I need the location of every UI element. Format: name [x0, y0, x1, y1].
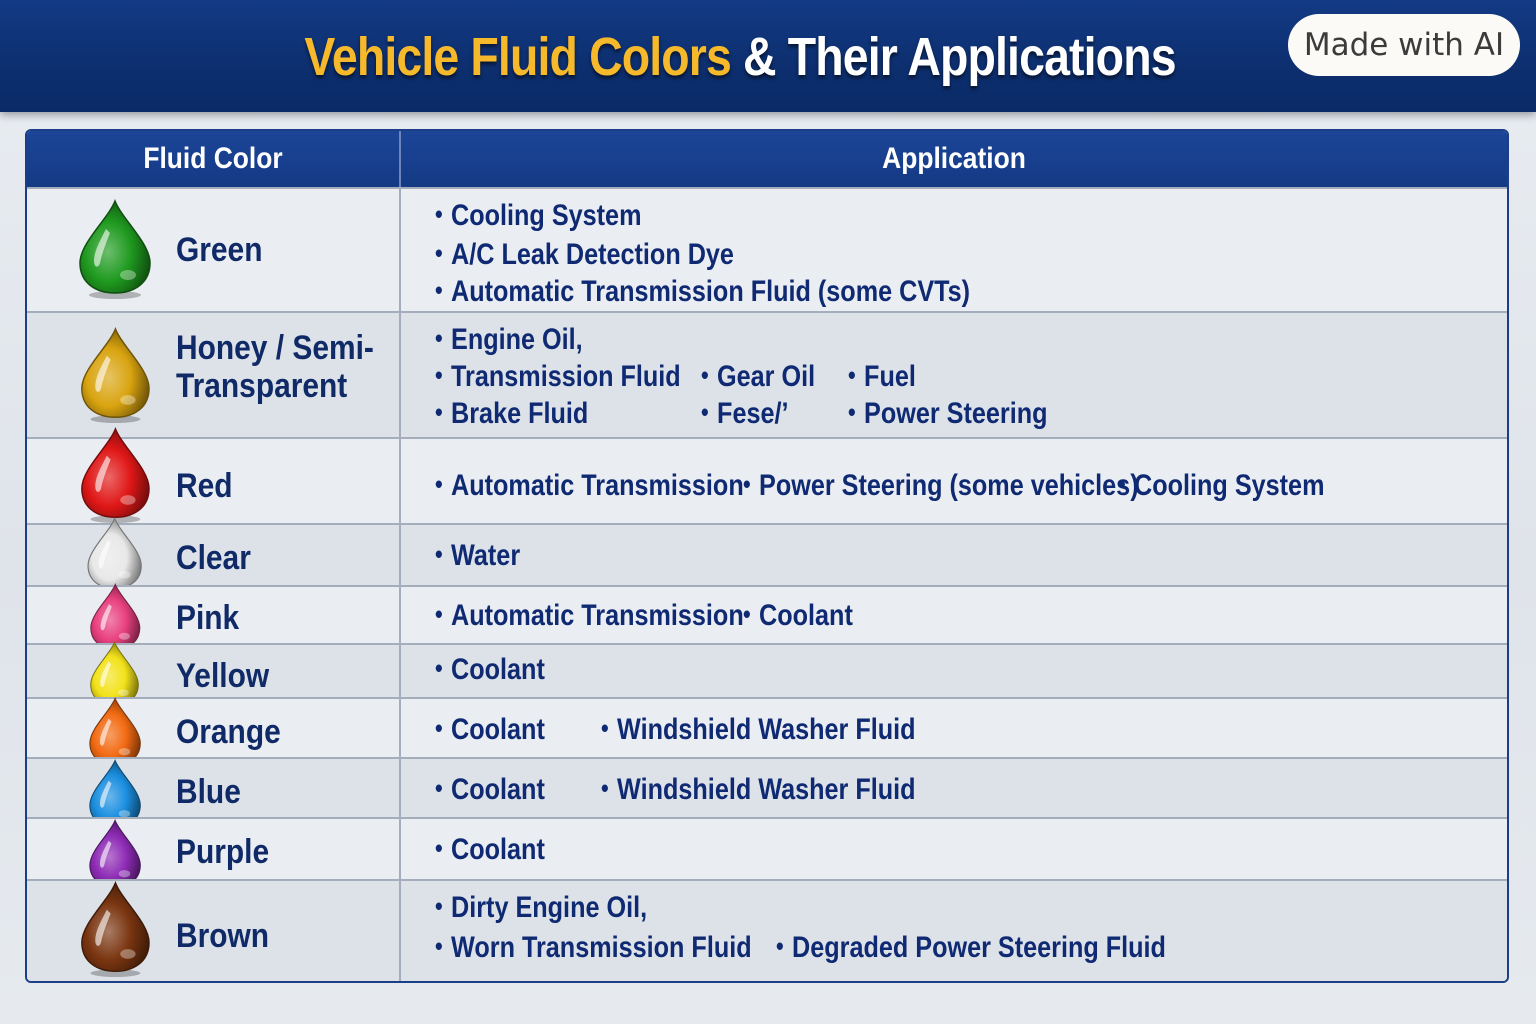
table-row — [27, 643, 1507, 697]
droplet-icon — [78, 881, 153, 977]
application-item: • Brake Fluid — [435, 397, 588, 431]
column-divider — [399, 525, 401, 585]
application-item: • Coolant — [435, 713, 545, 747]
application-item: • Power Steering (some vehicles) — [743, 469, 1139, 503]
fluid-color-name: Pink — [176, 599, 240, 637]
application-item: • Gear Oil — [701, 360, 815, 394]
column-divider — [399, 881, 401, 983]
application-item: • Coolant — [435, 773, 545, 807]
fluid-color-name: Orange — [176, 713, 281, 751]
droplet-icon — [85, 517, 144, 593]
application-item: • Automatic Transmission — [435, 469, 744, 503]
column-divider — [399, 699, 401, 757]
page-title — [104, 26, 1377, 88]
application-item: • Coolant — [435, 653, 545, 687]
fluid-color-name: Blue — [176, 773, 241, 811]
application-item: • Coolant — [435, 833, 545, 867]
application-item: • A/C Leak Detection Dye — [435, 238, 734, 272]
fluid-color-name: Brown — [176, 917, 270, 955]
header-divider — [399, 131, 401, 187]
column-divider — [399, 439, 401, 523]
header-application: Application — [882, 142, 1026, 175]
fluid-color-name: Transparent — [176, 367, 348, 405]
application-item: • Cooling System — [1118, 469, 1324, 503]
header-fluid-color: Fluid Color — [143, 142, 283, 175]
column-divider — [399, 189, 401, 311]
fluid-color-name: Yellow — [176, 657, 270, 695]
table-row — [27, 879, 1507, 983]
made-with-ai-badge: Made with AI — [1288, 14, 1520, 76]
fluid-color-name: Purple — [176, 833, 270, 871]
table-row — [27, 757, 1507, 817]
application-item: • Degraded Power Steering Fluid — [776, 931, 1166, 965]
application-item: • Fese/’ — [701, 397, 789, 431]
table-row — [27, 697, 1507, 757]
application-item: • Transmission Fluid — [435, 360, 681, 394]
application-item: • Engine Oil, — [435, 323, 583, 357]
table-row — [27, 311, 1507, 437]
fluid-color-name: Red — [176, 467, 233, 505]
fluid-color-table — [25, 129, 1509, 983]
droplet-icon — [78, 427, 153, 523]
table-header — [27, 131, 1507, 187]
column-divider — [399, 587, 401, 643]
fluid-color-name: Clear — [176, 539, 251, 577]
column-divider — [399, 759, 401, 817]
fluid-color-name: Honey / Semi- — [176, 329, 374, 367]
column-divider — [399, 645, 401, 697]
application-item: • Windshield Washer Fluid — [601, 773, 916, 807]
application-item: • Windshield Washer Fluid — [601, 713, 916, 747]
column-divider — [399, 313, 401, 437]
application-item: • Worn Transmission Fluid — [435, 931, 752, 965]
application-item: • Fuel — [848, 360, 916, 394]
column-divider — [399, 819, 401, 879]
application-item: • Coolant — [743, 599, 853, 633]
table-row — [27, 523, 1507, 585]
application-item: • Automatic Transmission Fluid (some CVTs) — [435, 275, 970, 309]
droplet-icon — [76, 199, 154, 299]
table-row — [27, 437, 1507, 523]
application-item: • Automatic Transmission — [435, 599, 744, 633]
droplet-icon — [78, 327, 153, 423]
application-item: • Power Steering — [848, 397, 1048, 431]
page-title-highlight: Vehicle Fluid Colors — [304, 27, 731, 87]
page-title-rest: & Their Applications — [743, 27, 1176, 87]
application-item: • Cooling System — [435, 199, 641, 233]
fluid-color-name: Green — [176, 231, 263, 269]
table-row — [27, 585, 1507, 643]
application-item: • Water — [435, 539, 520, 573]
table-row — [27, 187, 1507, 311]
title-banner — [0, 0, 1536, 112]
table-row — [27, 817, 1507, 879]
application-item: • Dirty Engine Oil, — [435, 891, 647, 925]
